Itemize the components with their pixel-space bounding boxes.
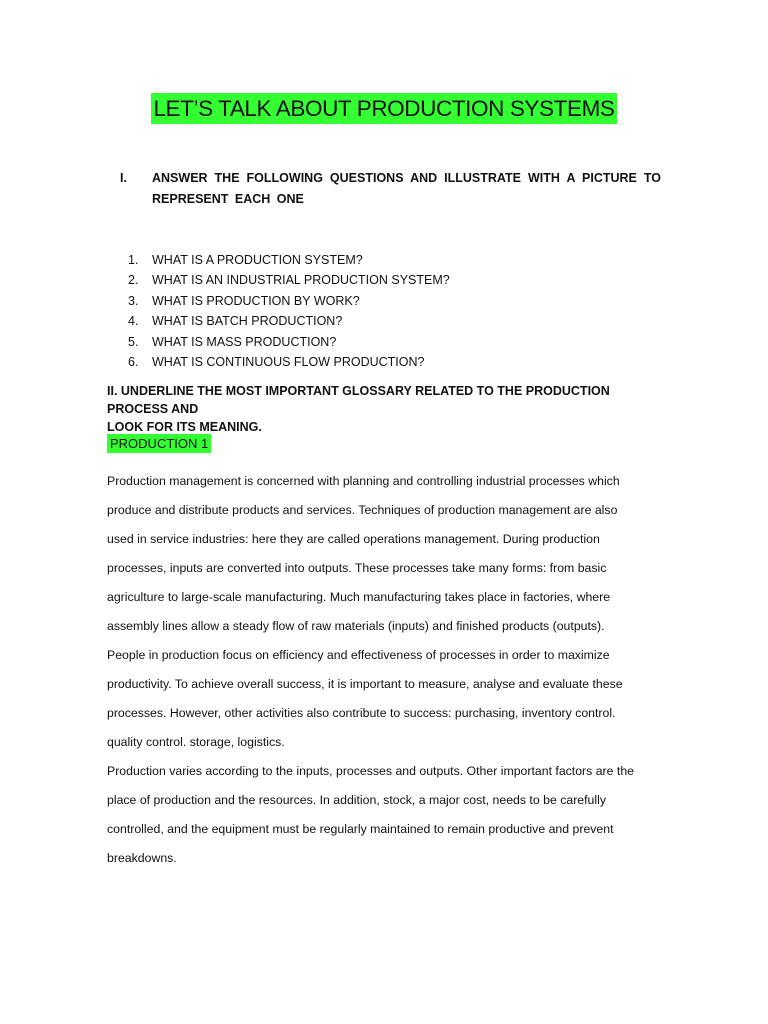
section-two-line: II. UNDERLINE THE MOST IMPORTANT GLOSSARY RELATED TO THE PRODUCTION PROCESS AND: [107, 384, 610, 416]
question-text: WHAT IS MASS PRODUCTION?: [152, 334, 337, 349]
passage-line: Production varies according to the inputs, processes and outputs. Other important factors are the: [107, 764, 635, 778]
passage-line: produce and distribute products and services. Techniques of production management are also: [107, 503, 618, 517]
reading-title: PRODUCTION 1: [107, 434, 211, 453]
passage-line: People in production focus on efficiency and effectiveness of processes in order to maximize: [107, 648, 610, 662]
question-text: WHAT IS BATCH PRODUCTION?: [152, 314, 343, 329]
passage-line: used in service industries: here they are called operations management. During production: [107, 532, 600, 546]
question-number: 3.: [128, 293, 139, 308]
passage-line: controlled, and the equipment must be regularly maintained to remain productive and prevent: [107, 822, 614, 836]
question-text: WHAT IS A PRODUCTION SYSTEM?: [152, 253, 363, 267]
question-item: [128, 352, 450, 372]
question-number: 2.: [128, 273, 139, 288]
passage-line: quality control. storage, logistics.: [107, 735, 285, 749]
reading-title-container: [107, 434, 211, 453]
question-list: [128, 250, 450, 372]
question-text: WHAT IS PRODUCTION BY WORK?: [152, 293, 360, 308]
passage-line: processes, inputs are converted into outputs. These processes take many forms: from basic: [107, 561, 607, 575]
passage-line: productivity. To achieve overall success, it is important to measure, analyse and evaluate these: [107, 677, 623, 691]
section-one-instruction: ANSWER THE FOLLOWING QUESTIONS AND ILLUSTRATE WITH A PICTURE TO REPRESENT EACH ONE: [152, 171, 661, 206]
page-title: LET’S TALK ABOUT PRODUCTION SYSTEMS: [151, 93, 616, 124]
question-item: [128, 311, 450, 331]
passage-line: place of production and the resources. In addition, stock, a major cost, needs to be carefully: [107, 793, 606, 807]
question-item: [128, 270, 450, 290]
reading-passage: [107, 467, 667, 873]
passage-line: agriculture to large-scale manufacturing. Much manufacturing takes place in factories, where: [107, 590, 611, 604]
section-two-instruction: [107, 382, 661, 436]
passage-line: breakdowns.: [107, 851, 177, 865]
question-text: WHAT IS AN INDUSTRIAL PRODUCTION SYSTEM?: [152, 273, 450, 288]
question-number: 4.: [128, 314, 139, 329]
question-number: 6.: [128, 355, 139, 370]
question-number: 1.: [128, 253, 139, 267]
passage-line: Production management is concerned with planning and controlling industrial processes which: [107, 474, 620, 488]
question-item: [128, 250, 450, 270]
question-item: [128, 332, 450, 352]
title-container: [0, 93, 768, 124]
section-two-line: LOOK FOR ITS MEANING.: [107, 420, 262, 434]
question-item: [128, 291, 450, 311]
question-number: 5.: [128, 334, 139, 349]
section-one-numeral: I.: [120, 171, 127, 185]
question-text: WHAT IS CONTINUOUS FLOW PRODUCTION?: [152, 355, 425, 370]
passage-line: assembly lines allow a steady flow of raw materials (inputs) and finished products (outputs).: [107, 619, 605, 633]
passage-line: processes. However, other activities also contribute to success: purchasing, inventory control.: [107, 706, 616, 720]
